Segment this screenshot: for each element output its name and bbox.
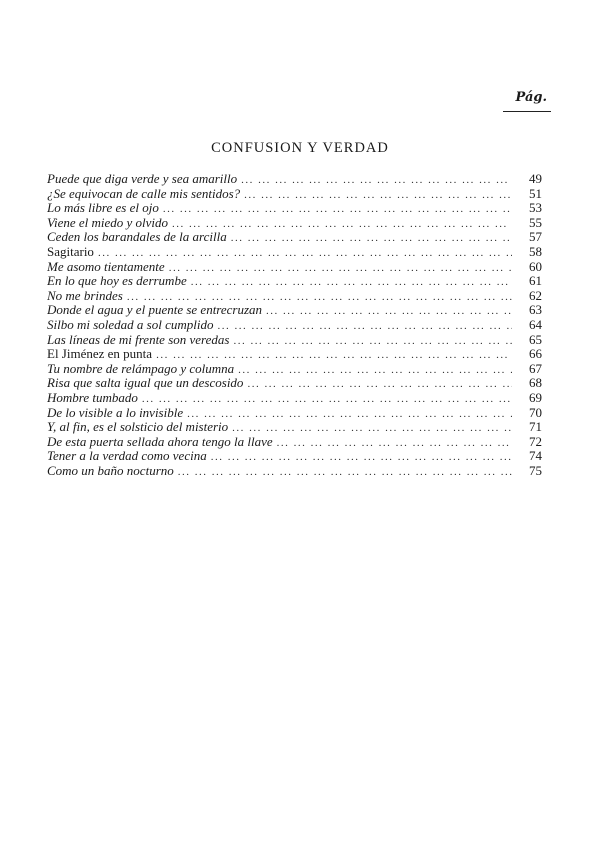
- toc-entry-page: 61: [529, 274, 542, 289]
- toc-row: [47, 391, 542, 406]
- toc-entry-title: Silbo mi soledad a sol cumplido: [47, 317, 214, 332]
- dot-leader: [169, 261, 512, 275]
- toc-entry-page: 62: [529, 288, 542, 303]
- dot-leader: [217, 319, 512, 333]
- toc-entry-page: 60: [529, 259, 542, 274]
- toc-entry-title: Risa que salta igual que un descosido: [47, 376, 244, 391]
- dot-leader: [172, 217, 512, 231]
- toc-entry-title: De esta puerta sellada ahora tengo la llave: [47, 434, 273, 449]
- toc-entry-title: Las líneas de mi frente son veredas: [47, 332, 230, 347]
- toc-row: [47, 201, 542, 216]
- pag-label: Pág.: [515, 90, 547, 105]
- page-column-header: [503, 90, 551, 112]
- toc-entry-page: 67: [529, 361, 542, 376]
- section-title: CONFUSION Y VERDAD: [211, 140, 389, 156]
- toc-entry-page: 51: [529, 186, 542, 201]
- dot-leader: [244, 188, 512, 202]
- dot-leader: [241, 173, 512, 187]
- toc-row: [47, 420, 542, 435]
- toc-entry-title: ¿Se equivocan de calle mis sentidos?: [47, 186, 241, 201]
- toc-row: [47, 333, 542, 348]
- dot-leader: [98, 246, 512, 260]
- dot-leader: [211, 450, 512, 464]
- dot-leader: [142, 392, 512, 406]
- toc-entry-title: Ceden los barandales de la arcilla: [47, 230, 227, 245]
- toc-entry-page: 71: [529, 420, 542, 435]
- pag-underline: [503, 111, 551, 112]
- toc-row: [47, 406, 542, 421]
- dot-leader: [187, 407, 512, 421]
- dot-leader: [231, 231, 512, 245]
- toc-entry-title: Tu nombre de relámpago y columna: [47, 361, 235, 376]
- toc-entry-title: Puede que diga verde y sea amarillo: [47, 172, 238, 186]
- toc-entry-title: Tener a la verdad como vecina: [47, 449, 207, 464]
- toc-row: [47, 172, 542, 187]
- toc-entry-title: Lo más libre es el ojo: [47, 201, 159, 216]
- toc-entry-title: Viene el miedo y olvido: [47, 215, 169, 230]
- toc-row: [47, 464, 542, 479]
- dot-leader: [238, 363, 512, 377]
- toc-row: [47, 230, 542, 245]
- toc-entry-title: Como un baño nocturno: [47, 463, 174, 478]
- toc-entry-title: No me brindes: [47, 288, 123, 303]
- toc-entry-title: En lo que hoy es derrumbe: [47, 274, 187, 289]
- toc-entry-page: 66: [529, 347, 542, 362]
- dot-leader: [127, 290, 512, 304]
- toc-entry-title: Hombre tumbado: [47, 390, 138, 405]
- toc-row: [47, 376, 542, 391]
- toc-row: [47, 449, 542, 464]
- toc-entry-page: 74: [529, 449, 542, 464]
- toc-entry-page: 75: [529, 463, 542, 478]
- dot-leader: [178, 465, 512, 479]
- table-of-contents: [47, 172, 542, 478]
- toc-entry-page: 68: [529, 376, 542, 391]
- toc-row: [47, 347, 542, 362]
- toc-entry-title: Me asomo tientamente: [47, 259, 165, 274]
- toc-entry-page: 72: [529, 434, 542, 449]
- dot-leader: [277, 436, 512, 450]
- toc-entry-page: 65: [529, 332, 542, 347]
- dot-leader: [266, 304, 512, 318]
- dot-leader: [247, 377, 512, 391]
- toc-entry-title: De lo visible a lo invisible: [47, 405, 184, 420]
- toc-entry-title: Y, al fin, es el solsticio del misterio: [47, 420, 229, 435]
- toc-row: [47, 216, 542, 231]
- toc-row: [47, 435, 542, 450]
- dot-leader: [163, 202, 512, 216]
- toc-row: [47, 289, 542, 304]
- dot-leader: [156, 348, 512, 362]
- toc-entry-page: 49: [529, 172, 542, 186]
- toc-row: [47, 274, 542, 289]
- dot-leader: [232, 421, 512, 435]
- toc-entry-page: 63: [529, 303, 542, 318]
- toc-entry-title: El Jiménez en punta: [47, 347, 153, 362]
- toc-entry-title: Sagitario: [47, 244, 94, 259]
- toc-entry-page: 64: [529, 317, 542, 332]
- toc-row: [47, 260, 542, 275]
- toc-entry-page: 53: [529, 201, 542, 216]
- toc-entry-page: 70: [529, 405, 542, 420]
- dot-leader: [233, 334, 512, 348]
- toc-entry-title: Donde el agua y el puente se entrecruzan: [47, 303, 263, 318]
- toc-entry-page: 55: [529, 215, 542, 230]
- toc-entry-page: 58: [529, 244, 542, 259]
- toc-row: [47, 303, 542, 318]
- toc-entry-page: 57: [529, 230, 542, 245]
- toc-row: [47, 318, 542, 333]
- toc-row: [47, 187, 542, 202]
- toc-entry-page: 69: [529, 390, 542, 405]
- toc-row: [47, 245, 542, 260]
- toc-row: [47, 362, 542, 377]
- dot-leader: [191, 275, 512, 289]
